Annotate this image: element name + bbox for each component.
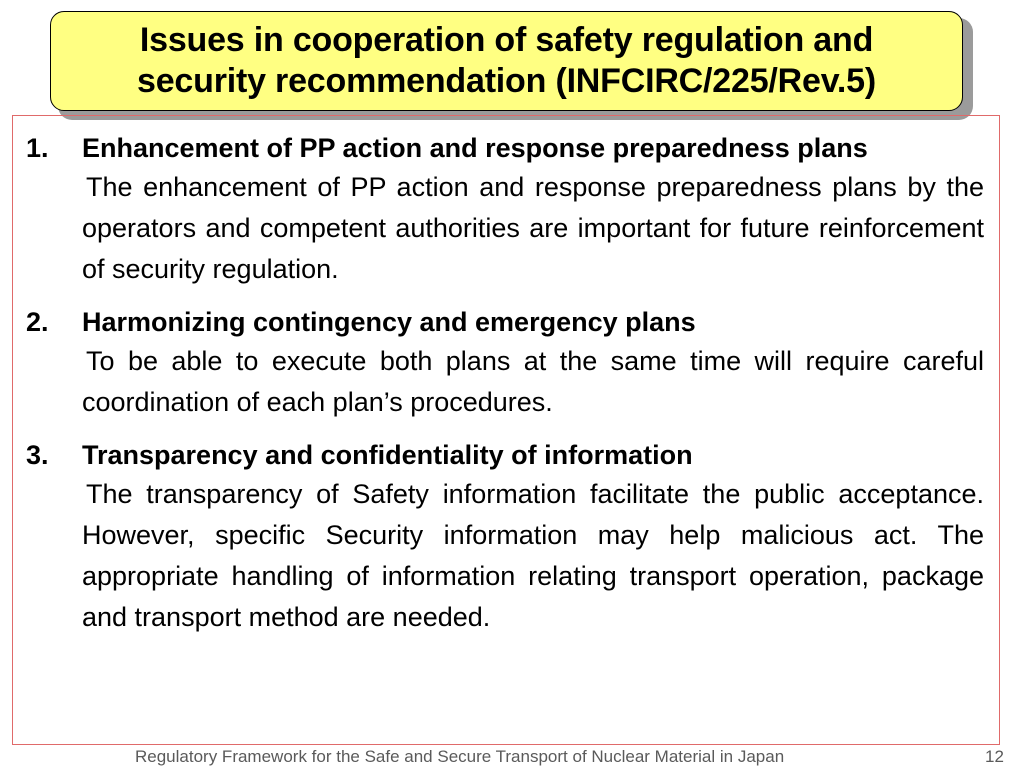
item-body: To be able to execute both plans at the same time will require careful coordination of each plan’s procedures. xyxy=(82,346,984,417)
slide-title xyxy=(137,20,876,102)
slide-title-line-1: Issues in cooperation of safety regulation and xyxy=(139,21,874,59)
slide-title-line-2: security recommendation (INFCIRC/225/Rev.5) xyxy=(137,62,876,100)
list-item-2 xyxy=(26,304,984,423)
page-number: 12 xyxy=(985,747,1004,766)
list-item-1 xyxy=(26,130,984,290)
item-body: The enhancement of PP action and response preparedness plans by the operators and competent authorities are important for future reinforcement of security regulation. xyxy=(82,172,984,284)
item-number: 3. xyxy=(26,440,49,470)
footer-text: Regulatory Framework for the Safe and Secure Transport of Nuclear Material in Japan xyxy=(135,747,785,766)
item-number: 2. xyxy=(26,307,49,337)
item-body: The transparency of Safety information facilitate the public acceptance. However, specific Security information may help malicious act. The appropriate handling of information relating transport operation, package and transport method are needed. xyxy=(82,479,984,632)
item-number: 1. xyxy=(26,133,49,163)
list-item-3 xyxy=(26,437,984,638)
item-heading: Transparency and confidentiality of information xyxy=(82,440,693,470)
item-heading: Harmonizing contingency and emergency plans xyxy=(82,307,696,337)
item-heading: Enhancement of PP action and response preparedness plans xyxy=(82,133,868,163)
numbered-list xyxy=(26,130,984,638)
title-box xyxy=(50,11,963,111)
footer xyxy=(0,746,1024,768)
